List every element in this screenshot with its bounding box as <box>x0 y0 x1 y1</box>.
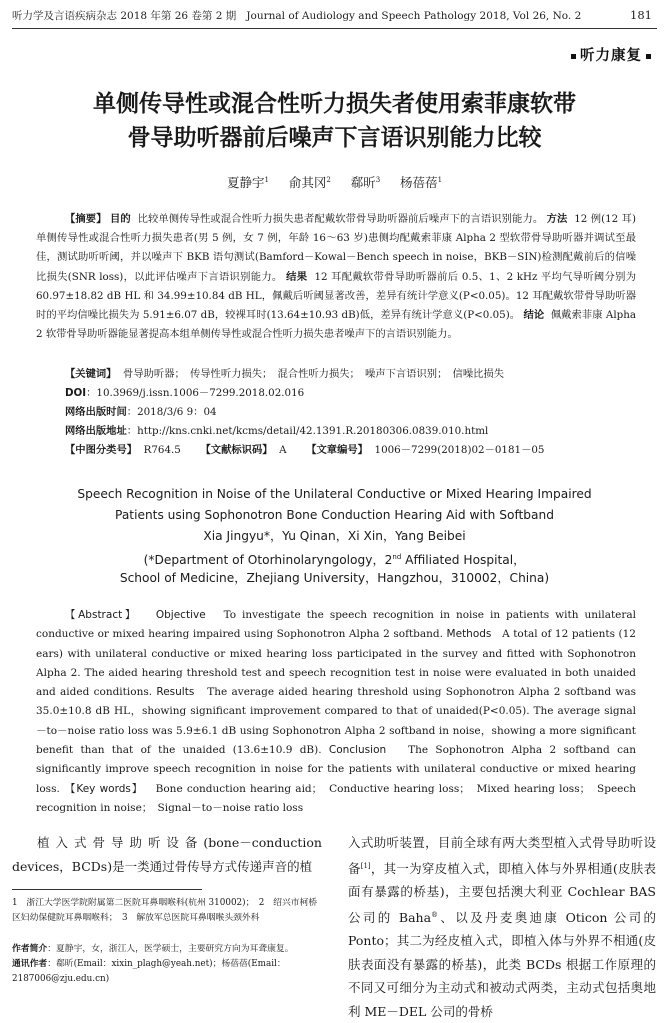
pub-url: 网络出版地址：http://kns.cnki.net/kcms/detail/42.1391.R.20180306.0839.010.html <box>65 425 489 437</box>
bullet-icon <box>571 54 576 59</box>
title-en-line-2: Patients using Sophonotron Bone Conduction Hearing Aid with Softband <box>115 508 554 522</box>
page-number: 181 <box>630 8 652 22</box>
citation-ref[interactable]: [1] <box>360 861 371 870</box>
author: 夏静宇 <box>226 175 265 190</box>
title-en-line-1: Speech Recognition in Noise of the Unilateral Conductive or Mixed Hearing Impaired <box>77 487 592 501</box>
footnote-affiliations: 1 浙江大学医学院附属第二医院耳鼻咽喉科(杭州 310002)； 2 绍兴市柯桥区妇幼保健院耳鼻咽喉科； 3 解放军总医院耳鼻咽喉头颈外科 <box>12 898 318 924</box>
authors-cn: 夏静宇$^1$ 俞其冈$^2$ 郗昕$^3$ 杨蓓蓓$^1$ <box>226 175 443 190</box>
footnote-author-bio: 作者简介：夏静宇，女，浙江人，医学硕士，主要研究方向为耳聋康复。 <box>12 944 294 954</box>
title-cn-line-2: 骨导助听器前后噪声下言语识别能力比较 <box>127 125 542 151</box>
footnote-rule <box>12 889 202 890</box>
footnote-correspondence: 通讯作者：郗昕(Email：xixin_plagh@yeah.net)；杨蓓蓓(Email：2187006@zju.edu.cn) <box>12 959 286 985</box>
affiliation-en-1: (*Department of Otorhinolaryngology，2nd Affiliated Hospital， <box>143 553 526 568</box>
author: 杨蓓蓓 <box>400 175 438 190</box>
journal-name-cn: 听力学及言语疾病杂志 2018 年第 26 卷第 2 期 <box>12 10 237 22</box>
author: 俞其冈 <box>288 175 327 190</box>
keywords-en: 【Key words】 Bone conduction hearing aid； Conductive hearing loss； Mixed hearing loss； Speech recognition in noise； Signal－to－noise ratio loss <box>36 783 637 815</box>
bullet-icon <box>646 54 651 59</box>
pub-time: 网络出版时间：2018/3/6 9：04 <box>65 406 217 418</box>
body-left-paragraph: 植入式骨导助听设备(bone－conduction devices，BCDs)是一类通过骨传导方式传递声音的植 <box>12 835 322 874</box>
keywords-cn: 【关键词】 骨导助听器； 传导性听力损失； 混合性听力损失； 噪声下言语识别； 信噪比损失 <box>65 368 505 380</box>
running-header <box>12 8 652 23</box>
header-rule <box>12 28 657 29</box>
affiliation-en-2: School of Medicine，Zhejiang University，Hangzhou，310002，China) <box>119 571 550 585</box>
classification: 【中图分类号】 R764.5 【文献标识码】 A 【文章编号】 1006－7299(2018)02－0181－05 <box>65 444 545 456</box>
doi: DOI：10.3969/j.issn.1006－7299.2018.02.016 <box>65 387 305 399</box>
column-tag: 听力康复 <box>567 44 655 65</box>
body-right-paragraph: 入式助听装置，目前全球有两大类型植入式骨导助听设备[1]，其一为穿皮植入式，即植入体与外界相通(皮肤表面有暴露的桥基)，主要包括澳大利亚 Cochlear BAS 公司的 Baha®、以及丹麦奥迪康 Oticon 公司的 Ponto；其二为经皮植入式，即植入体与外界不相通(皮肤表面没有暴露的桥基)，此类 BCDs 根据工作原理的不同又可细分为主动式和被动式两类，主动式包括奥地利 ME－DEL 公司的骨桥 <box>348 835 656 1019</box>
author: 郗昕 <box>350 175 376 190</box>
abstract-en: 【Abstract】 Objective To investigate the speech recognition in noise in patients with unilateral conductive or mixed hearing impaired using Sophonotron Alpha 2 softband. Methods A total of 12 patients (12 ears) with unilateral conductive or mixed hearing loss participated in the survey and fitted with Sophonotron Alpha 2. The aided hearing threshold test and speech recognition test in noise were evaluated in both unaided and aided conditions. Results The average aided hearing threshold using Sophonotron Alpha 2 softband was 35.0±10.8 dB HL，showing significant improvement compared to that of unaided(P<0.05). The average signal－to－noise ratio loss was 5.9±6.1 dB using Sophonotron Alpha 2 softband in noise，showing a more significant benefit than that of the unaided (13.6±10.9 dB). Conclusion The Sophonotron Alpha 2 softband can significantly improve speech recognition in noise for the patients with unilateral conductive or mixed hearing loss. <box>36 609 637 795</box>
abstract-cn-text: 【摘要】 目的 比较单侧传导性或混合性听力损失患者配戴软带骨导助听器前后噪声下的言语识别能力。 方法 12 例(12 耳)单侧传导性或混合性听力损失患者(男 5 例，女 7 例，年龄 16～63 岁)患侧均配戴索菲康 Alpha 2 型软带骨导助听器并调试至最佳，测试助听听阈，并以噪声下 BKB 语句测试(Bamford－Kowal－Bench speech in noise，BKB－SIN)检测配戴前后的信噪比损失(SNR loss)，以此评估噪声下言语识别能力。 结果 12 耳配戴软带骨导助听器前后 0.5、1、2 kHz 平均气导听阈分别为 60.97±18.82 dB HL 和 34.99±10.84 dB HL，佩戴后听阈显著改善，差异有统计学意义(P<0.05)。12 耳配戴软带骨导助听器时的平均信噪比损失为 5.91±6.07 dB，较裸耳时(13.64±10.93 dB)低，差异有统计学意义(P<0.05)。 结论 佩戴索菲康 Alpha 2 软带骨导助听器能显著提高本组单侧传导性或混合性听力损失患者噪声下的言语识别能力。 <box>36 213 637 341</box>
title-cn-line-1: 单侧传导性或混合性听力损失者使用索菲康软带 <box>93 91 576 117</box>
authors-en: Xia Jingyu*，Yu Qinan，Xi Xin，Yang Beibei <box>203 529 466 543</box>
journal-name-en: Journal of Audiology and Speech Pathology 2018, Vol 26, No. 2 <box>246 10 582 22</box>
